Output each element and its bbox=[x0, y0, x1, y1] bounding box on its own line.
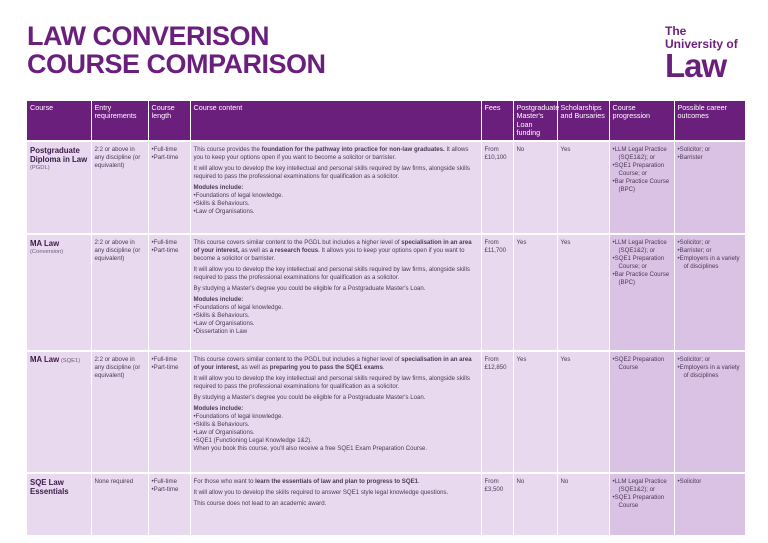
content-paragraph: It will allow you to develop the key intellectual and personal skills required by law firms, alongside skills required to pass the professional examinations for qualification as a solicitor. bbox=[193, 375, 470, 391]
career-item: • Barrister; or bbox=[678, 247, 742, 255]
length-item: • Full-time bbox=[152, 239, 187, 247]
fees-cell: From £12,850 bbox=[481, 351, 513, 473]
progression-item: • LLM Legal Practice (SQE1&2); or bbox=[613, 239, 671, 255]
header-loan: Postgraduate Master's Loan funding bbox=[513, 101, 557, 141]
table-row bbox=[27, 351, 745, 473]
progression-cell bbox=[609, 234, 674, 351]
progression-item: • SQE1 Preparation Course; or bbox=[613, 255, 671, 271]
content-emphasis: learn the essentials of law and plan to progress to SQE1 bbox=[255, 478, 419, 486]
module-item: • SQE1 (Functioning Legal Knowledge 1&2). bbox=[194, 437, 478, 445]
content-text: This course provides the bbox=[193, 146, 262, 154]
logo-line-1: The bbox=[665, 24, 687, 38]
loan-cell: Yes bbox=[513, 234, 557, 351]
content-cell bbox=[190, 473, 481, 535]
progression-cell bbox=[609, 473, 674, 535]
content-paragraph: It will allow you to develop the key intellectual and personal skills required by law firms, alongside skills required to pass the professional examinations for qualification as a solicitor. bbox=[193, 266, 470, 282]
content-text: For those who want to bbox=[193, 478, 256, 486]
header-entry: Entry requirements bbox=[91, 101, 148, 141]
content-emphasis: specialisation in an area of your interest, bbox=[193, 239, 472, 255]
title-line-2: COURSE COMPARISON bbox=[27, 49, 326, 79]
content-text: This course covers similar content to the PGDL but includes a higher level of bbox=[193, 356, 402, 364]
course-name: SQE Law Essentials bbox=[30, 478, 69, 497]
entry-cell: None required bbox=[91, 473, 148, 535]
careers-cell bbox=[674, 351, 745, 473]
table-header-row bbox=[27, 101, 745, 141]
course-subtitle: (SQE1) bbox=[60, 358, 81, 365]
entry-cell: 2:2 or above in any discipline (or equivalent) bbox=[91, 234, 148, 351]
content-paragraph: By studying a Master's degree you could be eligible for a Postgraduate Master's Loan. bbox=[193, 285, 426, 293]
entry-cell: 2:2 or above in any discipline (or equivalent) bbox=[91, 141, 148, 234]
logo-line-2: University of bbox=[665, 37, 738, 51]
progression-item: • SQE1 Preparation Course; or bbox=[613, 162, 671, 178]
career-item: • Solicitor; or bbox=[678, 356, 742, 364]
logo-line-3: Law bbox=[665, 47, 727, 84]
length-item: • Part-time bbox=[152, 364, 187, 372]
scholarship-cell: Yes bbox=[557, 351, 609, 473]
content-emphasis: preparing you to pass the SQE1 exams bbox=[269, 364, 383, 372]
progression-cell bbox=[609, 141, 674, 234]
length-item: • Part-time bbox=[152, 154, 187, 162]
course-name: MA Law bbox=[30, 355, 60, 365]
content-emphasis: a research focus bbox=[269, 247, 319, 255]
length-item: • Full-time bbox=[152, 356, 187, 364]
career-item: • Solicitor; or bbox=[678, 239, 742, 247]
content-text: This course covers similar content to the PGDL but includes a higher level of bbox=[193, 239, 402, 247]
scholarship-cell: No bbox=[557, 473, 609, 535]
title-line-1: LAW CONVERISON bbox=[27, 21, 270, 51]
header-fees: Fees bbox=[481, 101, 513, 141]
length-cell bbox=[148, 141, 190, 234]
progression-item: • Bar Practice Course (BPC) bbox=[613, 178, 671, 194]
content-paragraph: It will allow you to develop the key intellectual and personal skills required by law firms, alongside skills required to pass the professional examinations for qualification as a solicitor. bbox=[193, 165, 470, 181]
loan-cell: No bbox=[513, 141, 557, 234]
module-item: • Law of Organisations. bbox=[194, 320, 478, 328]
content-paragraph: It will allow you to develop the skills required to answer SQE1 style legal knowledge questions. bbox=[193, 489, 449, 497]
course-name: Postgraduate Diploma in Law bbox=[30, 146, 88, 165]
course-cell bbox=[27, 234, 91, 351]
module-item: • Law of Organisations. bbox=[194, 208, 478, 216]
content-text: as well as bbox=[239, 364, 270, 372]
progression-item: • SQE2 Preparation Course bbox=[613, 356, 671, 372]
progression-cell bbox=[609, 351, 674, 473]
entry-cell: 2:2 or above in any discipline (or equivalent) bbox=[91, 351, 148, 473]
fees-cell: From £10,100 bbox=[481, 141, 513, 234]
careers-cell bbox=[674, 234, 745, 351]
header-course: Course bbox=[27, 101, 91, 141]
career-item: • Solicitor bbox=[678, 478, 742, 486]
header-careers: Possible career outcomes bbox=[674, 101, 745, 141]
course-cell bbox=[27, 141, 91, 234]
careers-cell bbox=[674, 141, 745, 234]
module-item: • Skills & Behaviours. bbox=[194, 421, 478, 429]
length-cell bbox=[148, 234, 190, 351]
career-item: • Solicitor; or bbox=[678, 146, 742, 154]
scholarship-cell: Yes bbox=[557, 141, 609, 234]
page-title bbox=[27, 22, 326, 78]
comparison-table bbox=[27, 101, 746, 535]
progression-item: • LLM Legal Practice (SQE1&2); or bbox=[613, 146, 671, 162]
content-cell bbox=[190, 351, 481, 473]
careers-cell bbox=[674, 473, 745, 535]
length-item: • Part-time bbox=[152, 486, 187, 494]
content-text: It allows you to keep your options open if you want to become a solicitor or barrister. bbox=[193, 146, 469, 162]
course-cell bbox=[27, 473, 91, 535]
table-row bbox=[27, 234, 745, 351]
modules-heading: Modules include: bbox=[193, 184, 244, 192]
content-text: . It allows you to keep your options open if you want to become a solicitor or barrister. bbox=[193, 247, 465, 263]
content-cell bbox=[190, 234, 481, 351]
length-item: • Part-time bbox=[152, 247, 187, 255]
length-item: • Full-time bbox=[152, 478, 187, 486]
content-paragraph: By studying a Master's degree you could be eligible for a Postgraduate Master's Loan. bbox=[193, 394, 426, 402]
content-paragraph: When you book this course, you'll also receive a free SQE1 Exam Preparation Course. bbox=[193, 445, 428, 453]
header-progression: Course progression bbox=[609, 101, 674, 141]
course-subtitle: (PGDL) bbox=[30, 165, 50, 172]
course-name: MA Law bbox=[30, 239, 60, 249]
scholarship-cell: Yes bbox=[557, 234, 609, 351]
module-item: • Foundations of legal knowledge. bbox=[194, 192, 478, 200]
module-item: • Dissertation in Law bbox=[194, 328, 478, 336]
module-item: • Foundations of legal knowledge. bbox=[194, 413, 478, 421]
modules-heading: Modules include: bbox=[193, 296, 244, 304]
content-paragraph: This course does not lead to an academic award. bbox=[193, 500, 327, 508]
content-text: . bbox=[418, 478, 420, 486]
content-text: as well as bbox=[239, 247, 270, 255]
module-item: • Skills & Behaviours. bbox=[194, 312, 478, 320]
course-cell bbox=[27, 351, 91, 473]
header-scholarships: Scholarships and Bursaries bbox=[557, 101, 609, 141]
career-item: • Employers in a variety of disciplines bbox=[678, 255, 742, 271]
content-emphasis: foundation for the pathway into practice for non-law graduates. bbox=[261, 146, 445, 154]
progression-item: • SQE1 Preparation Course bbox=[613, 494, 671, 510]
module-item: • Law of Organisations. bbox=[194, 429, 478, 437]
loan-cell: No bbox=[513, 473, 557, 535]
content-emphasis: specialisation in an area of your interest, bbox=[193, 356, 472, 372]
course-subtitle: (Conversion) bbox=[30, 249, 64, 256]
header-length: Course length bbox=[148, 101, 190, 141]
loan-cell: Yes bbox=[513, 351, 557, 473]
length-cell bbox=[148, 351, 190, 473]
header-content: Course content bbox=[190, 101, 481, 141]
progression-item: • Bar Practice Course (BPC) bbox=[613, 271, 671, 287]
module-item: • Skills & Behaviours. bbox=[194, 200, 478, 208]
progression-item: • LLM Legal Practice (SQE1&2); or bbox=[613, 478, 671, 494]
career-item: • Employers in a variety of disciplines bbox=[678, 364, 742, 380]
module-item: • Foundations of legal knowledge. bbox=[194, 304, 478, 312]
table-row bbox=[27, 141, 745, 234]
table-row bbox=[27, 473, 745, 535]
university-logo bbox=[665, 24, 745, 84]
fees-cell: From £11,700 bbox=[481, 234, 513, 351]
modules-heading: Modules include: bbox=[193, 405, 244, 413]
length-item: • Full-time bbox=[152, 146, 187, 154]
fees-cell: From £3,500 bbox=[481, 473, 513, 535]
content-cell bbox=[190, 141, 481, 234]
length-cell bbox=[148, 473, 190, 535]
content-text: . bbox=[382, 364, 385, 372]
career-item: • Barrister bbox=[678, 154, 742, 162]
